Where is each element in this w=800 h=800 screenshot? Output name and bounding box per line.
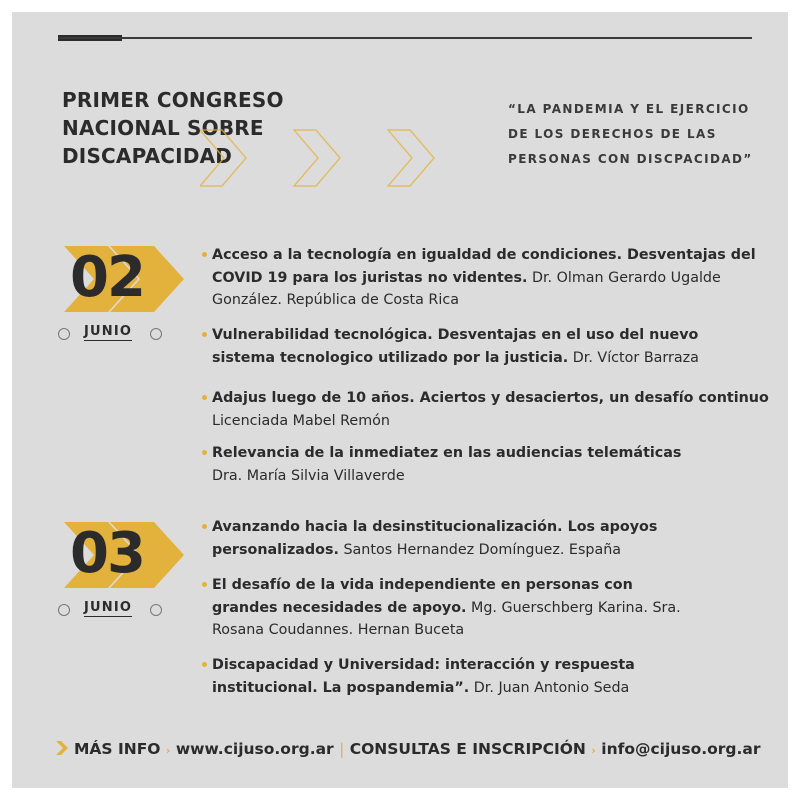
agenda-item — [200, 516, 682, 561]
website-link[interactable]: www.cijuso.org.ar — [175, 740, 334, 758]
divider: | — [339, 740, 345, 758]
talk-speaker: Dr. Víctor Barraza — [572, 349, 699, 366]
decorative-chevrons-icon — [200, 128, 450, 190]
day-number: 03 — [70, 521, 144, 586]
day-month — [56, 324, 166, 342]
talk-title: Acceso a la tecnología en igualdad de condiciones. Desventajas del COVID 19 para los juristas no videntes. — [212, 247, 756, 286]
circle-icon — [58, 328, 70, 340]
day-number: 02 — [70, 245, 144, 310]
bullet-icon — [202, 395, 207, 400]
agenda-item — [200, 324, 760, 369]
arrow-right-icon: › — [165, 744, 171, 757]
arrow-right-icon: › — [591, 744, 596, 757]
bullet-icon — [202, 332, 207, 337]
talk-title: Adajus luego de 10 años. Aciertos y desaciertos, un desafío continuo — [212, 390, 769, 406]
quote-line: PERSONAS CON DISCPACIDAD” — [508, 152, 753, 166]
bullet-icon — [202, 524, 207, 529]
more-info-label: MÁS INFO — [74, 740, 161, 758]
email-link[interactable]: info@cijuso.org.ar — [601, 740, 761, 758]
talk-speaker: Licenciada Mabel Remón — [212, 412, 390, 429]
agenda-item — [200, 574, 702, 642]
day-badge-03 — [56, 521, 196, 615]
agenda-item — [200, 387, 772, 432]
talk-speaker: Mg. Guerschberg Karina. Sra. Rosana Coudannes. Hernan Buceta — [212, 599, 681, 638]
talk-speaker: Dr. Juan Antonio Seda — [473, 679, 630, 696]
congress-motto — [508, 97, 768, 172]
circle-icon — [150, 328, 162, 340]
talk-speaker: Santos Hernandez Domínguez. España — [343, 541, 622, 558]
circle-icon — [150, 604, 162, 616]
title-line: NACIONAL SOBRE — [62, 116, 264, 140]
talk-title: Discapacidad y Universidad: interacción y respuesta institucional. La pospandemia”. — [212, 657, 635, 696]
top-divider — [58, 37, 752, 39]
agenda-item — [200, 442, 772, 487]
agenda-item — [200, 244, 760, 312]
month-label: JUNIO — [84, 324, 133, 339]
bullet-icon — [202, 662, 207, 667]
title-line: PRIMER CONGRESO — [62, 88, 284, 112]
quote-line: DE LOS DERECHOS DE LAS — [508, 127, 717, 141]
arrow-right-icon — [56, 741, 68, 755]
contact-footer — [56, 740, 761, 758]
title-line: DISCAPACIDAD — [62, 144, 233, 168]
day-month — [56, 600, 166, 618]
quote-line: “LA PANDEMIA Y EL EJERCICIO — [508, 102, 750, 116]
day-badge-02 — [56, 245, 196, 339]
agenda-item — [200, 654, 742, 699]
talk-speaker: Dra. María Silvia Villaverde — [212, 467, 405, 484]
talk-title: El desafío de la vida independiente en personas con grandes necesidades de apoyo. — [212, 577, 633, 616]
talk-title: Relevancia de la inmediatez en las audiencias telemáticas — [212, 445, 682, 461]
circle-icon — [58, 604, 70, 616]
contact-label: CONSULTAS E INSCRIPCIÓN — [349, 740, 586, 758]
talk-title: Vulnerabilidad tecnológica. Desventajas en el uso del nuevo sistema tecnologico utilizado por la justicia. — [212, 327, 699, 366]
bullet-icon — [202, 582, 207, 587]
bullet-icon — [202, 450, 207, 455]
talk-speaker: Dr. Olman Gerardo Ugalde González. República de Costa Rica — [212, 269, 721, 308]
bullet-icon — [202, 252, 207, 257]
month-label: JUNIO — [84, 600, 133, 615]
talk-title: Avanzando hacia la desinstitucionalización. Los apoyos personalizados. — [212, 519, 658, 558]
